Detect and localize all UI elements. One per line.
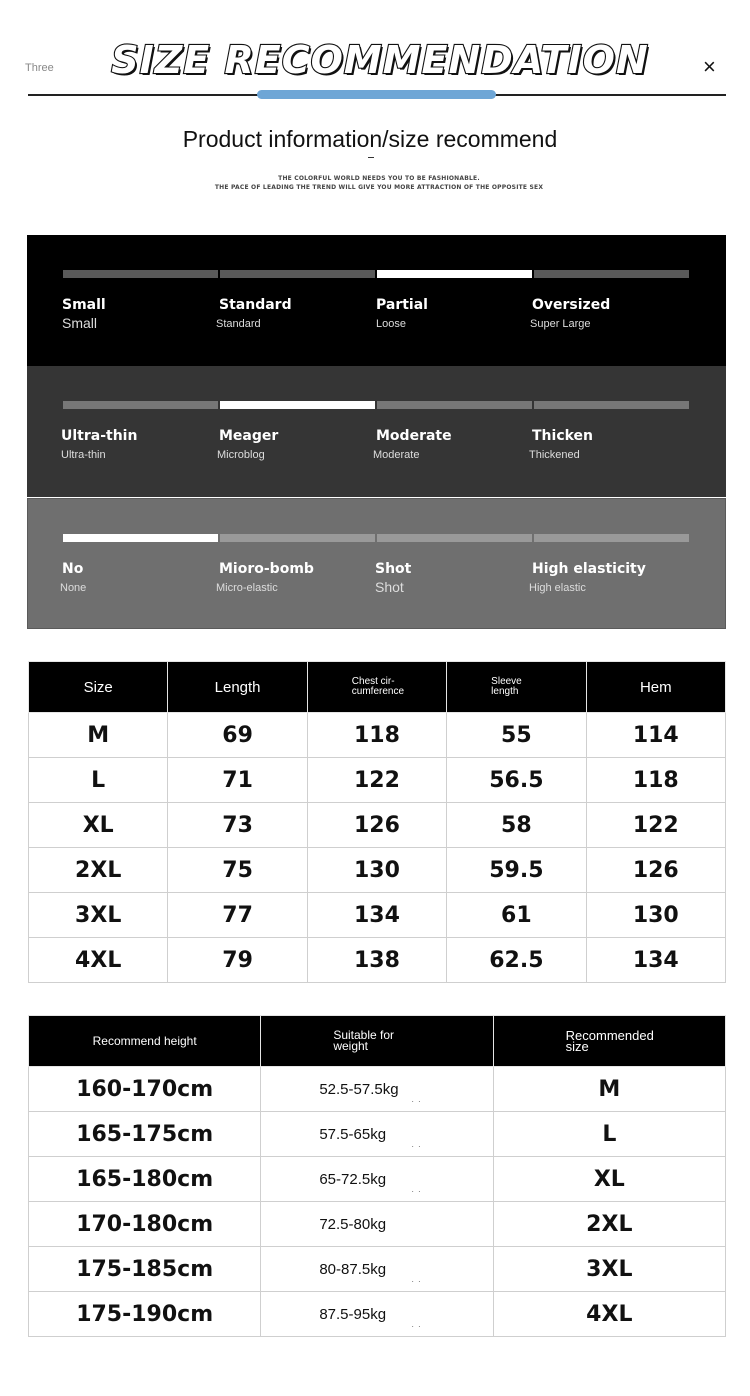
thickness-option xyxy=(219,428,375,461)
elasticity-segment xyxy=(220,534,375,542)
header-size: Size xyxy=(29,662,168,713)
cell-weight xyxy=(261,1247,493,1292)
header-weight-line2: weight xyxy=(333,1039,369,1053)
section-subtitle: Product information/size recommend xyxy=(182,126,558,152)
cell-length: 79 xyxy=(168,938,307,983)
elasticity-option xyxy=(375,561,531,595)
fit-segment xyxy=(220,270,375,278)
cell-hem: 126 xyxy=(586,848,725,893)
fit-option xyxy=(62,297,218,331)
cell-length: 75 xyxy=(168,848,307,893)
mark-dots: ·· xyxy=(411,1277,425,1286)
elasticity-segment xyxy=(63,534,218,542)
header-hem: Hem xyxy=(586,662,725,713)
cell-height: 170-180cm xyxy=(29,1202,261,1247)
fit-option-sub: Loose xyxy=(376,318,406,330)
table-row xyxy=(29,1112,726,1157)
thickness-option-label: Moderate xyxy=(376,428,452,444)
elasticity-option-sub: Shot xyxy=(375,579,404,595)
cell-rec-size: 2XL xyxy=(493,1202,725,1247)
cell-chest: 118 xyxy=(307,713,446,758)
subtitle-dash xyxy=(368,157,374,158)
mark-dots: ·· xyxy=(411,1097,425,1106)
cell-sleeve: 59.5 xyxy=(447,848,586,893)
elasticity-segment xyxy=(534,534,689,542)
page-title: SIZE RECOMMENDATION xyxy=(111,38,649,82)
header-accent-pill xyxy=(257,90,496,99)
cell-weight xyxy=(261,1202,493,1247)
cell-weight-value: 57.5-65kg xyxy=(319,1125,387,1143)
cell-sleeve: 56.5 xyxy=(447,758,586,803)
header-chest-line2: cumference xyxy=(351,686,405,697)
elasticity-option xyxy=(216,561,375,594)
cell-hem: 118 xyxy=(586,758,725,803)
tagline-line-2: THE PACE OF LEADING THE TREND WILL GIVE YOU MORE ATTRACTION OF THE OPPOSITE SEX xyxy=(214,184,544,191)
header-sleeve xyxy=(447,662,586,713)
cell-sleeve: 62.5 xyxy=(447,938,586,983)
fit-segment xyxy=(63,270,218,278)
header-chest xyxy=(307,662,446,713)
cell-length: 71 xyxy=(168,758,307,803)
thickness-option-label: Ultra-thin xyxy=(61,428,138,444)
cell-rec-size: 4XL xyxy=(493,1292,725,1337)
cell-sleeve: 55 xyxy=(447,713,586,758)
elasticity-option-label: Mioro-bomb xyxy=(219,561,314,577)
header-length: Length xyxy=(168,662,307,713)
fit-option-sub: Standard xyxy=(216,318,261,330)
table-row xyxy=(29,1202,726,1247)
cell-chest: 126 xyxy=(307,803,446,848)
table-row xyxy=(29,1292,726,1337)
header-height: Recommend height xyxy=(29,1016,261,1067)
thickness-option-label: Meager xyxy=(219,428,279,444)
tagline-line-1: THE COLORFUL WORLD NEEDS YOU TO BE FASHIONABLE. xyxy=(278,175,480,182)
size-table xyxy=(28,661,726,983)
cell-weight-value: 72.5-80kg xyxy=(319,1215,387,1233)
cell-length: 77 xyxy=(168,893,307,938)
mark-dots: ·· xyxy=(411,1322,425,1331)
elasticity-option-label: No xyxy=(62,561,84,577)
fit-panel xyxy=(27,235,726,366)
cell-size: 4XL xyxy=(29,938,168,983)
cell-weight xyxy=(261,1112,493,1157)
recommend-table-header xyxy=(29,1016,726,1067)
table-row xyxy=(29,803,726,848)
header-rec-size-line1: Recommended xyxy=(565,1028,654,1043)
cell-rec-size: M xyxy=(493,1067,725,1112)
cell-weight-value: 65-72.5kg xyxy=(319,1170,387,1188)
fit-option-sub: Small xyxy=(62,315,98,331)
cell-height: 175-190cm xyxy=(29,1292,261,1337)
cell-chest: 138 xyxy=(307,938,446,983)
cell-size: 2XL xyxy=(29,848,168,893)
elasticity-option-sub: High elastic xyxy=(529,582,586,594)
mark-dots: ·· xyxy=(411,1187,425,1196)
thickness-option-sub: Thickened xyxy=(529,449,580,461)
cell-chest: 122 xyxy=(307,758,446,803)
thickness-option-label: Thicken xyxy=(532,428,594,444)
header-chest-line1: Chest cir- xyxy=(351,676,395,687)
fit-segment xyxy=(534,270,689,278)
header-rec-size-line2: size xyxy=(565,1039,589,1054)
table-row xyxy=(29,1067,726,1112)
cell-length: 73 xyxy=(168,803,307,848)
thickness-option-sub: Microblog xyxy=(217,449,265,461)
header-weight xyxy=(261,1016,493,1067)
cell-hem: 122 xyxy=(586,803,725,848)
cell-rec-size: L xyxy=(493,1112,725,1157)
cell-weight-value: 80-87.5kg xyxy=(319,1260,387,1278)
cell-size: M xyxy=(29,713,168,758)
cell-weight xyxy=(261,1292,493,1337)
recommend-table xyxy=(28,1015,726,1337)
table-row xyxy=(29,1247,726,1292)
thickness-segment xyxy=(63,401,218,409)
elasticity-option-label: Shot xyxy=(375,561,412,577)
cell-size: L xyxy=(29,758,168,803)
cell-chest: 130 xyxy=(307,848,446,893)
table-row xyxy=(29,848,726,893)
cell-height: 175-185cm xyxy=(29,1247,261,1292)
thickness-option xyxy=(61,428,217,461)
cell-rec-size: 3XL xyxy=(493,1247,725,1292)
thickness-option xyxy=(373,428,532,461)
cell-height: 160-170cm xyxy=(29,1067,261,1112)
elasticity-option xyxy=(529,561,688,594)
table-row xyxy=(29,1157,726,1202)
cell-weight-value: 52.5-57.5kg xyxy=(319,1080,399,1098)
thickness-option xyxy=(529,428,688,461)
close-icon[interactable]: × xyxy=(703,54,716,79)
cell-height: 165-180cm xyxy=(29,1157,261,1202)
table-row xyxy=(29,713,726,758)
elasticity-option-sub: None xyxy=(60,582,87,594)
fit-option xyxy=(216,297,375,330)
thickness-segment xyxy=(220,401,375,409)
cell-hem: 134 xyxy=(586,938,725,983)
cell-hem: 130 xyxy=(586,893,725,938)
table-row xyxy=(29,893,726,938)
thickness-option-sub: Moderate xyxy=(373,449,420,461)
fit-option xyxy=(376,297,532,330)
cell-height: 165-175cm xyxy=(29,1112,261,1157)
cell-sleeve: 58 xyxy=(447,803,586,848)
corner-label: Three xyxy=(25,62,54,74)
elasticity-scale xyxy=(63,534,689,542)
header-sleeve-line1: Sleeve xyxy=(491,676,522,687)
cell-weight-value: 87.5-95kg xyxy=(319,1305,387,1323)
cell-chest: 134 xyxy=(307,893,446,938)
fit-option-sub: Super Large xyxy=(530,318,591,330)
cell-hem: 114 xyxy=(586,713,725,758)
elasticity-option xyxy=(62,561,218,594)
thickness-panel xyxy=(27,366,726,497)
fit-option-label: Small xyxy=(62,297,106,313)
thickness-scale xyxy=(63,401,689,409)
cell-weight xyxy=(261,1157,493,1202)
fit-option-label: Standard xyxy=(219,297,292,313)
cell-length: 69 xyxy=(168,713,307,758)
elasticity-panel xyxy=(27,498,726,629)
header-sleeve-line2: length xyxy=(491,686,519,697)
cell-weight xyxy=(261,1067,493,1112)
mark-dots: ·· xyxy=(411,1142,425,1151)
header-weight-line1: Suitable for xyxy=(333,1028,395,1042)
thickness-segment xyxy=(377,401,532,409)
table-row xyxy=(29,938,726,983)
elasticity-option-sub: Micro-elastic xyxy=(216,582,278,594)
size-table-header xyxy=(29,662,726,713)
fit-option xyxy=(532,297,688,330)
elasticity-segment xyxy=(377,534,532,542)
fit-option-label: Partial xyxy=(376,297,428,313)
header-rec-size xyxy=(493,1016,725,1067)
fit-option-label: Oversized xyxy=(532,297,611,313)
fit-scale xyxy=(63,270,689,278)
elasticity-option-label: High elasticity xyxy=(532,561,646,577)
fit-segment xyxy=(377,270,532,278)
cell-sleeve: 61 xyxy=(447,893,586,938)
thickness-segment xyxy=(534,401,689,409)
table-row xyxy=(29,758,726,803)
cell-size: 3XL xyxy=(29,893,168,938)
cell-size: XL xyxy=(29,803,168,848)
cell-rec-size: XL xyxy=(493,1157,725,1202)
thickness-option-sub: Ultra-thin xyxy=(61,449,106,461)
